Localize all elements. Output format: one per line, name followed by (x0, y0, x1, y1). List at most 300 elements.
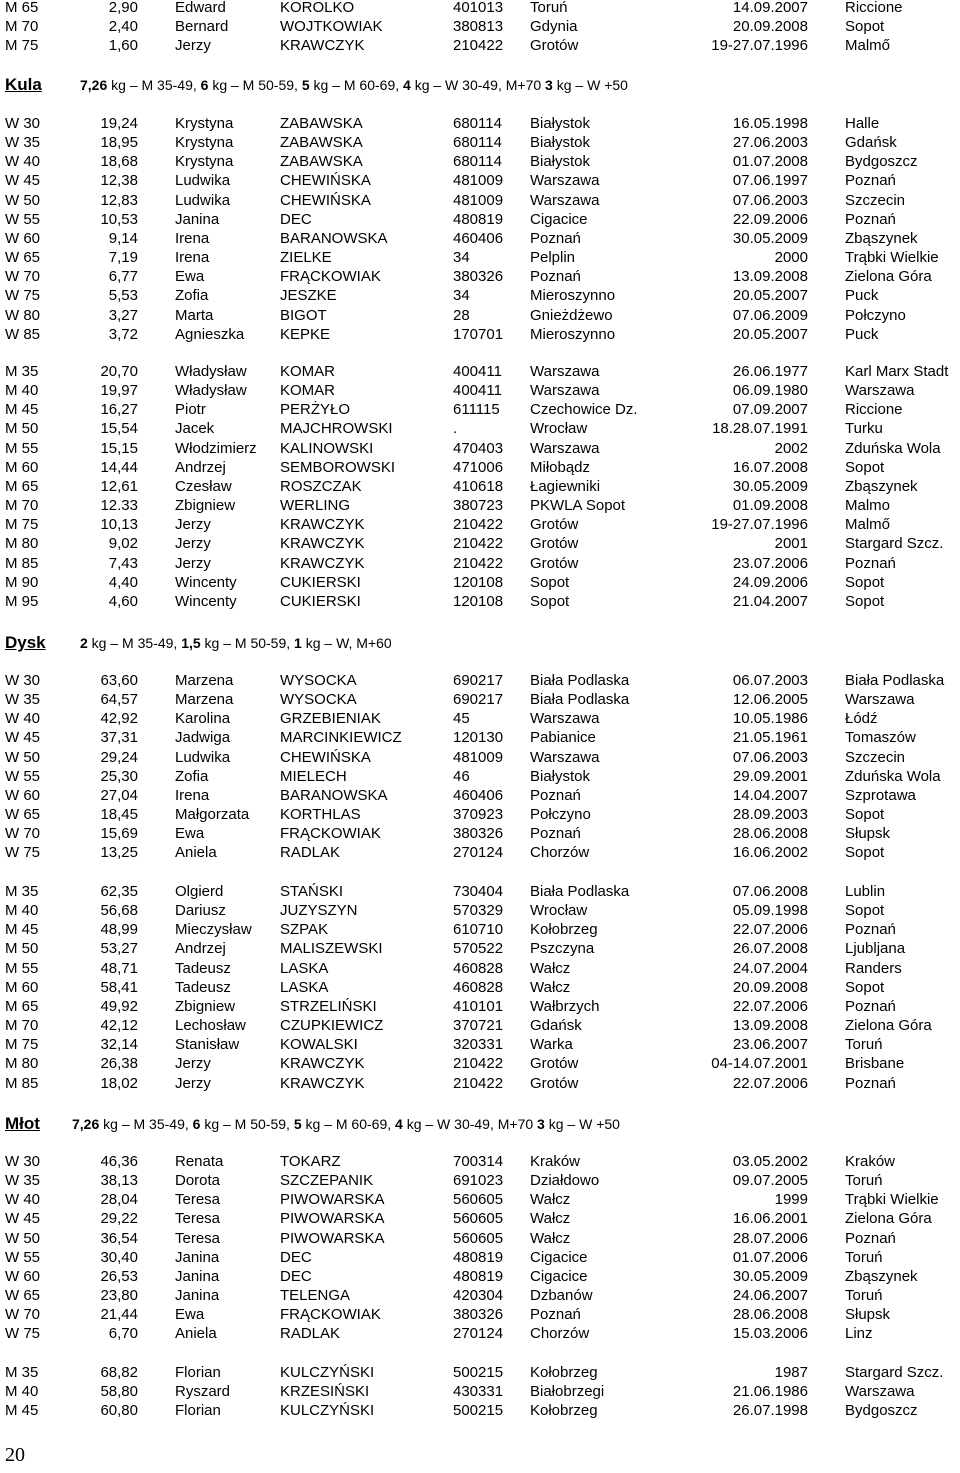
result: 42,12 (100, 1017, 138, 1035)
venue: Poznań (845, 1074, 896, 1092)
category: W 75 (5, 1325, 41, 1343)
first-name: Ludwika (175, 748, 231, 766)
first-name: Andrzej (175, 940, 226, 958)
last-name: SZCZEPANIK (280, 1172, 374, 1190)
venue: Poznań (845, 1229, 896, 1247)
record-row (0, 824, 960, 843)
result: 12,61 (100, 477, 138, 495)
result: 38,13 (100, 1172, 138, 1190)
weight-categories: kg – M 60-69, (309, 77, 404, 93)
venue: Poznań (845, 554, 896, 572)
first-name: Aniela (175, 844, 217, 862)
club: Białystok (530, 767, 591, 785)
first-name: Agnieszka (175, 325, 245, 343)
club: Warszawa (530, 363, 600, 380)
record-row (0, 997, 960, 1016)
record-row (0, 1209, 960, 1228)
first-name: Włodzimierz (175, 439, 257, 457)
birth-code: 481009 (453, 748, 504, 766)
club: PKWLA Sopot (530, 497, 626, 515)
result: 30,40 (100, 1248, 138, 1266)
category: M 45 (5, 921, 39, 939)
weight-categories: kg – M 50-59, (208, 77, 302, 93)
birth-code: 34 (453, 249, 470, 267)
result: 46,36 (100, 1153, 138, 1170)
category: W 75 (5, 287, 41, 305)
club: Poznań (530, 825, 581, 843)
category: W 45 (5, 172, 41, 190)
birth-code: 610710 (453, 921, 504, 939)
birth-code: 430331 (453, 1383, 504, 1401)
first-name: Renata (175, 1153, 224, 1170)
club: Białystok (530, 134, 591, 152)
record-row (0, 477, 960, 496)
category: M 75 (5, 37, 39, 55)
last-name: MIELECH (280, 767, 347, 785)
result: 26,53 (100, 1267, 138, 1285)
venue: Malmő (845, 516, 891, 534)
category: W 60 (5, 229, 41, 247)
weight-value: 5 (293, 1116, 302, 1132)
venue: Trąbki Wielkie (845, 249, 939, 267)
date: 14.09.2007 (732, 0, 808, 16)
date: 09.07.2005 (732, 1172, 808, 1190)
first-name: Zofia (175, 767, 209, 785)
date: 22.07.2006 (732, 997, 808, 1015)
last-name: PIWOWARSKA (280, 1229, 385, 1247)
venue: Bydgoszcz (845, 153, 918, 171)
record-row (0, 1074, 960, 1093)
club: Gdańsk (530, 1017, 582, 1035)
implement-weights (80, 73, 628, 97)
first-name: Dorota (175, 1172, 221, 1190)
club: Gdynia (530, 18, 578, 36)
club: Wałcz (530, 1191, 571, 1209)
record-row (0, 1016, 960, 1035)
record-row (0, 267, 960, 286)
date: 07.06.1997 (732, 172, 808, 190)
first-name: Lechosław (175, 1017, 246, 1035)
date: 21.05.1961 (732, 729, 808, 747)
birth-code: 691023 (453, 1172, 504, 1190)
venue: Poznań (845, 997, 896, 1015)
club: Biała Podlaska (530, 672, 630, 689)
result: 4,60 (108, 592, 138, 610)
birth-code: 210422 (453, 1055, 504, 1073)
birth-code: 34 (453, 287, 470, 305)
record-row (0, 248, 960, 267)
first-name: Władysław (175, 363, 247, 380)
result: 15,15 (100, 439, 138, 457)
birth-code: 370721 (453, 1017, 504, 1035)
venue: Sopot (845, 18, 885, 36)
first-name: Jerzy (175, 535, 211, 553)
last-name: GRZEBIENIAK (280, 710, 381, 728)
club: Grotów (530, 535, 579, 553)
venue: Sopot (845, 844, 885, 862)
section-heading (0, 1112, 960, 1136)
record-row (0, 306, 960, 325)
last-name: KOWALSKI (280, 1036, 358, 1054)
birth-code: 210422 (453, 554, 504, 572)
result: 58,80 (100, 1383, 138, 1401)
category: W 30 (5, 1153, 41, 1170)
result: 18,02 (100, 1074, 138, 1092)
section-heading (0, 631, 960, 655)
category: W 40 (5, 153, 41, 171)
category: W 35 (5, 691, 41, 709)
venue: Riccione (845, 401, 903, 419)
result: 48,71 (100, 959, 138, 977)
result: 1,60 (108, 37, 138, 55)
category: W 65 (5, 806, 41, 824)
first-name: Irena (175, 249, 210, 267)
last-name: FRĄCKOWIAK (280, 1306, 381, 1324)
last-name: BIGOT (280, 306, 327, 324)
date: 21.06.1986 (732, 1383, 808, 1401)
result: 19,24 (100, 115, 138, 132)
weight-categories: kg – M 35-49, (107, 77, 201, 93)
date: 13.09.2008 (732, 268, 808, 286)
date: 2000 (774, 249, 808, 267)
weight-value: 5 (301, 77, 310, 93)
birth-code: 46 (453, 767, 470, 785)
birth-code: 690217 (453, 691, 504, 709)
club: Wrocław (530, 902, 588, 920)
club: Poznań (530, 268, 581, 286)
last-name: CUKIERSKI (280, 592, 361, 610)
venue: Lublin (845, 883, 886, 900)
weight-value: 6 (200, 77, 209, 93)
last-name: TOKARZ (280, 1153, 341, 1170)
result: 15,54 (100, 420, 138, 438)
venue: Trąbki Wielkie (845, 1191, 939, 1209)
record-row (0, 728, 960, 747)
category: W 75 (5, 844, 41, 862)
club: Pszczyna (530, 940, 595, 958)
date: 01.07.2008 (732, 153, 808, 171)
birth-code: 481009 (453, 172, 504, 190)
club: Wałcz (530, 1210, 571, 1228)
birth-code: 570522 (453, 940, 504, 958)
venue: Słupsk (845, 1306, 891, 1324)
record-row (0, 1035, 960, 1054)
first-name: Ewa (175, 825, 205, 843)
birth-code: 611115 (453, 401, 500, 419)
venue: Toruń (845, 1036, 883, 1054)
category: W 35 (5, 1172, 41, 1190)
birth-code: 380326 (453, 1306, 504, 1324)
last-name: KRAWCZYK (280, 1074, 365, 1092)
first-name: Marta (175, 306, 214, 324)
record-row (0, 1363, 960, 1382)
club: Białystok (530, 115, 591, 132)
category: M 65 (5, 997, 39, 1015)
category: M 35 (5, 1364, 39, 1381)
birth-code: 500215 (453, 1402, 504, 1420)
club: Grotów (530, 554, 579, 572)
date: 03.05.2002 (732, 1153, 808, 1170)
implement-weights (80, 631, 392, 655)
birth-code: 570329 (453, 902, 504, 920)
result: 10,53 (100, 210, 138, 228)
record-row (0, 325, 960, 344)
birth-code: 700314 (453, 1153, 504, 1170)
club: Połczyno (530, 806, 591, 824)
venue: Zbąszynek (845, 229, 918, 247)
record-row (0, 1286, 960, 1305)
date: 2002 (774, 439, 808, 457)
venue: Szprotawa (845, 786, 916, 804)
date: 06.07.2003 (732, 672, 808, 689)
first-name: Florian (175, 1402, 221, 1420)
club: Białobrzegi (530, 1383, 605, 1401)
category: W 30 (5, 115, 41, 132)
first-name: Ewa (175, 268, 205, 286)
weight-value: 6 (192, 1116, 201, 1132)
club: Warszawa (530, 439, 600, 457)
venue: Toruń (845, 1287, 883, 1305)
birth-code: 210422 (453, 1074, 504, 1092)
first-name: Janina (175, 1287, 220, 1305)
result: 12,83 (100, 191, 138, 209)
category: M 45 (5, 1402, 39, 1420)
club: Wrocław (530, 420, 588, 438)
venue: Puck (845, 287, 879, 305)
record-row (0, 786, 960, 805)
result: 36,54 (100, 1229, 138, 1247)
birth-code: 680114 (453, 134, 502, 152)
club: Wałcz (530, 1229, 571, 1247)
birth-code: 320331 (453, 1036, 504, 1054)
first-name: Bernard (175, 18, 229, 36)
venue: Zielona Góra (845, 268, 932, 286)
result: 4,40 (108, 573, 138, 591)
last-name: PIWOWARSKA (280, 1191, 385, 1209)
result: 68,82 (100, 1364, 138, 1381)
date: 05.09.1998 (732, 902, 808, 920)
first-name: Jerzy (175, 554, 211, 572)
date: 30.05.2009 (732, 1267, 808, 1285)
date: 22.07.2006 (732, 921, 808, 939)
first-name: Ewa (175, 1306, 205, 1324)
birth-code: 480819 (453, 210, 504, 228)
first-name: Zbigniew (175, 997, 236, 1015)
club: Wałcz (530, 959, 571, 977)
section-title: Kula (5, 75, 42, 94)
birth-code: 270124 (453, 1325, 504, 1343)
venue: Ljubljana (845, 940, 906, 958)
date: 22.09.2006 (732, 210, 808, 228)
record-row (0, 978, 960, 997)
record-row (0, 748, 960, 767)
last-name: WERLING (280, 497, 351, 515)
birth-code: 680114 (453, 115, 502, 132)
last-name: SZPAK (280, 921, 329, 939)
first-name: Stanisław (175, 1036, 240, 1054)
record-row (0, 1305, 960, 1324)
category: W 65 (5, 249, 41, 267)
last-name: CUKIERSKI (280, 573, 361, 591)
date: 01.07.2006 (732, 1248, 808, 1266)
first-name: Aniela (175, 1325, 217, 1343)
venue: Zduńska Wola (845, 439, 941, 457)
club: Pelplin (530, 249, 576, 267)
venue: Poznań (845, 210, 896, 228)
result: 14,44 (100, 458, 138, 476)
venue: Malmo (845, 497, 891, 515)
last-name: FRĄCKOWIAK (280, 268, 381, 286)
date: 24.07.2004 (732, 959, 808, 977)
record-row (0, 959, 960, 978)
result: 2,90 (108, 0, 138, 16)
club: Kraków (530, 1153, 581, 1170)
first-name: Tadeusz (175, 978, 231, 996)
first-name: Zbigniew (175, 497, 236, 515)
result: 12.33 (100, 497, 138, 515)
first-name: Tadeusz (175, 959, 231, 977)
result: 18,45 (100, 806, 138, 824)
date: 16.05.1998 (732, 115, 808, 132)
last-name: MALISZEWSKI (280, 940, 383, 958)
section-title: Młot (5, 1114, 40, 1133)
date: 15.03.2006 (732, 1325, 808, 1343)
last-name: DEC (280, 210, 312, 228)
record-row (0, 1267, 960, 1286)
venue: Randers (845, 959, 902, 977)
category: W 45 (5, 729, 41, 747)
record-row (0, 400, 960, 419)
first-name: Wincenty (175, 573, 237, 591)
weight-value: 7,26 (72, 1116, 100, 1132)
venue: Zduńska Wola (845, 767, 941, 785)
record-row (0, 286, 960, 305)
birth-code: 460406 (453, 229, 504, 247)
venue: Szczecin (845, 191, 906, 209)
last-name: STAŃSKI (280, 883, 344, 900)
date: 26.07.2008 (732, 940, 808, 958)
date: 19-27.07.1996 (711, 37, 808, 55)
category: M 80 (5, 535, 39, 553)
venue: Sopot (845, 458, 885, 476)
venue: Zielona Góra (845, 1017, 932, 1035)
category: M 35 (5, 363, 39, 380)
date: 30.05.2009 (732, 229, 808, 247)
last-name: KEPKE (280, 325, 331, 343)
record-row (0, 210, 960, 229)
venue: Stargard Szcz. (845, 1364, 944, 1381)
last-name: DEC (280, 1248, 312, 1266)
club: Warszawa (530, 172, 600, 190)
last-name: BARANOWSKA (280, 786, 388, 804)
result: 25,30 (100, 767, 138, 785)
last-name: BARANOWSKA (280, 229, 388, 247)
venue: Bydgoszcz (845, 1402, 918, 1420)
date: 07.06.2009 (732, 306, 808, 324)
first-name: Krystyna (175, 115, 234, 132)
last-name: KALINOWSKI (280, 439, 374, 457)
category: W 70 (5, 1306, 41, 1324)
category: M 60 (5, 978, 39, 996)
result: 15,69 (100, 825, 138, 843)
venue: Malmő (845, 37, 891, 55)
club: Warszawa (530, 191, 600, 209)
category: M 85 (5, 1074, 39, 1092)
birth-code: 410618 (453, 477, 504, 495)
first-name: Edward (175, 0, 226, 16)
date: 24.06.2007 (732, 1287, 808, 1305)
result: 20,70 (100, 363, 138, 380)
last-name: RADLAK (280, 844, 341, 862)
birth-code: 28 (453, 306, 470, 324)
date: 23.07.2006 (732, 554, 808, 572)
club: Chorzów (530, 844, 590, 862)
first-name: Andrzej (175, 458, 226, 476)
date: 20.05.2007 (732, 287, 808, 305)
birth-code: 270124 (453, 844, 504, 862)
last-name: ZABAWSKA (280, 153, 363, 171)
record-row (0, 1190, 960, 1209)
club: Toruń (530, 0, 568, 16)
club: Łagiewniki (530, 477, 601, 495)
date: 29.09.2001 (732, 767, 808, 785)
club: Warszawa (530, 748, 600, 766)
club: Warszawa (530, 382, 600, 400)
result: 58,41 (100, 978, 138, 996)
last-name: LASKA (280, 978, 329, 996)
venue: Zielona Góra (845, 1210, 932, 1228)
record-row (0, 1152, 960, 1171)
category: W 35 (5, 134, 41, 152)
venue: Biała Podlaska (845, 672, 945, 689)
venue: Sopot (845, 902, 885, 920)
club: Mieroszynno (530, 287, 616, 305)
birth-code: 420304 (453, 1287, 504, 1305)
result: 2,40 (108, 18, 138, 36)
last-name: KRAWCZYK (280, 1055, 365, 1073)
category: M 95 (5, 592, 39, 610)
record-row (0, 573, 960, 592)
weight-categories: kg – M 60-69, (301, 1116, 396, 1132)
birth-code: 460828 (453, 978, 504, 996)
last-name: LASKA (280, 959, 329, 977)
club: Dzbanów (530, 1287, 593, 1305)
last-name: STRZELIŃSKI (280, 997, 377, 1015)
last-name: ROSZCZAK (280, 477, 362, 495)
last-name: CHEWIŃSKA (280, 191, 371, 209)
date: 07.06.2008 (732, 883, 808, 900)
birth-code: 170701 (453, 325, 504, 343)
record-row (0, 882, 960, 901)
date: 04-14.07.2001 (711, 1055, 808, 1073)
first-name: Marzena (175, 691, 234, 709)
last-name: ZABAWSKA (280, 115, 363, 132)
venue: Słupsk (845, 825, 891, 843)
category: W 50 (5, 191, 41, 209)
first-name: Krystyna (175, 153, 234, 171)
record-row (0, 767, 960, 786)
record-row (0, 690, 960, 709)
club: Biała Podlaska (530, 691, 630, 709)
category: M 60 (5, 458, 39, 476)
record-row (0, 1401, 960, 1420)
first-name: Janina (175, 1248, 220, 1266)
record-row (0, 554, 960, 573)
last-name: KULCZYŃSKI (280, 1364, 375, 1381)
birth-code: . (453, 420, 458, 438)
club: Chorzów (530, 1325, 590, 1343)
result: 6,70 (108, 1325, 138, 1343)
